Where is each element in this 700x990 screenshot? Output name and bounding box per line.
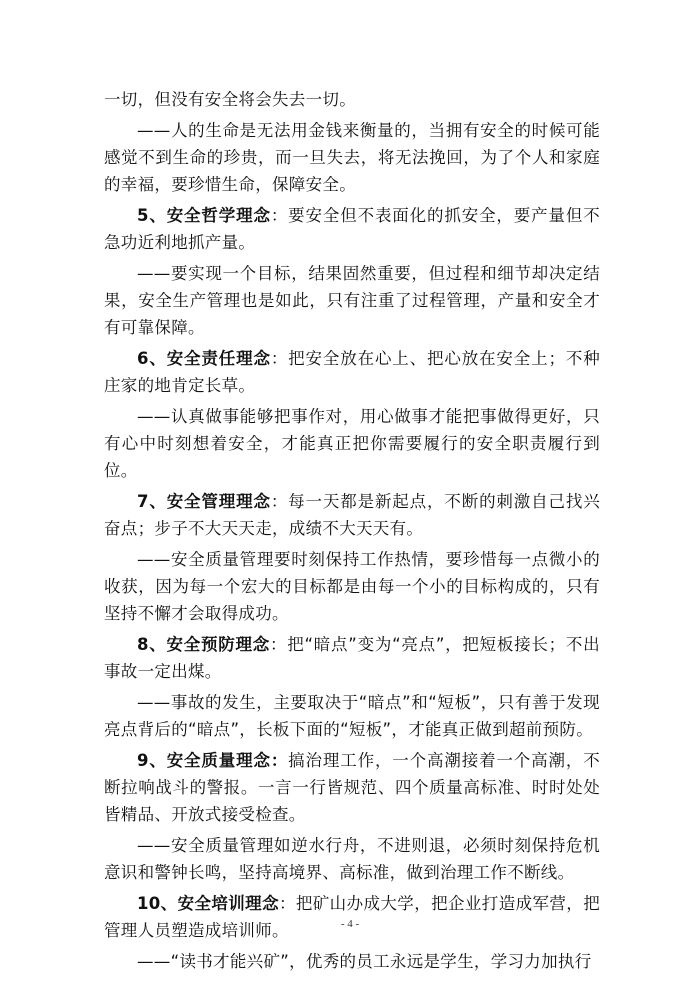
- paragraph: [104, 202, 600, 256]
- paragraph-text: ——人的生命是无法用金钱来衡量的，当拥有安全的时候可能感觉不到生命的珍贵，而一旦失去，将无法挽回，为了个人和家庭的幸福，要珍惜生命，保障安全。: [104, 121, 600, 194]
- paragraph: [104, 345, 600, 399]
- paragraph: [104, 260, 600, 341]
- paragraph: [104, 86, 600, 113]
- paragraph-text: ：每一天都是新起点，不断的刺激自己找兴奋点；步子不大天天走，成绩不大天天有。: [104, 492, 601, 538]
- paragraph-text: 搞治理工作，一个高潮接着一个高潮，不断拉响战斗的警报。一言一行皆规范、四个质量高标准、时时处处皆精品、开放式接受检查。: [104, 751, 600, 824]
- document-body: [104, 86, 600, 979]
- paragraph-text: ：要安全但不表面化的抓安全，要产量但不急功近利地抓产量。: [104, 206, 601, 252]
- paragraph-text: ——“读书才能兴矿”，优秀的员工永远是学生，学习力加执行: [137, 952, 592, 971]
- paragraph-label: 8、安全预防理念: [137, 635, 270, 654]
- paragraph-text: ——要实现一个目标，结果固然重要，但过程和细节却决定结果，安全生产管理也是如此，只有注重了过程管理，产量和安全才有可靠保障。: [104, 264, 600, 337]
- paragraph-text: ：把矿山办成大学，把企业打造成军营，把管理人员塑造成培训师。: [104, 894, 601, 940]
- paragraph: [104, 948, 600, 975]
- paragraph: [104, 488, 600, 542]
- paragraph-text: ——安全质量管理如逆水行舟，不进则退，必须时刻保持危机意识和警钟长鸣，坚持高境界、高标准，做到治理工作不断线。: [104, 836, 600, 882]
- paragraph: [104, 890, 600, 944]
- paragraph: [104, 832, 600, 886]
- paragraph-label: 9、安全质量理念：: [137, 751, 289, 770]
- paragraph: [104, 546, 600, 627]
- paragraph-text: ——安全质量管理要时刻保持工作热情，要珍惜每一点微小的收获，因为每一个宏大的目标都是由每一个小的目标构成的，只有坚持不懈才会取得成功。: [104, 550, 600, 623]
- paragraph-label: 10、安全培训理念: [137, 894, 279, 913]
- paragraph-text: ：把“暗点”变为“亮点”，把短板接长；不出事故一定出煤。: [104, 635, 600, 681]
- paragraph: [104, 117, 600, 198]
- paragraph-text: ：把安全放在心上、把心放在安全上；不种庄家的地肯定长草。: [104, 349, 601, 395]
- paragraph-label: 6、安全责任理念: [137, 349, 271, 368]
- paragraph-text: 一切，但没有安全将会失去一切。: [104, 90, 356, 109]
- paragraph: [104, 747, 600, 828]
- paragraph-label: 7、安全管理理念: [137, 492, 271, 511]
- paragraph-text: ——事故的发生，主要取决于“暗点”和“短板”，只有善于发现亮点背后的“暗点”，长板下面的“短板”，才能真正做到超前预防。: [104, 693, 600, 739]
- paragraph: [104, 631, 600, 685]
- paragraph: [104, 403, 600, 484]
- paragraph-text: ——认真做事能够把事作对，用心做事才能把事做得更好，只有心中时刻想着安全，才能真正把你需要履行的安全职责履行到位。: [104, 407, 600, 480]
- page-number: - 4 -: [340, 918, 360, 930]
- paragraph-label: 5、安全哲学理念: [137, 206, 271, 225]
- paragraph: [104, 689, 600, 743]
